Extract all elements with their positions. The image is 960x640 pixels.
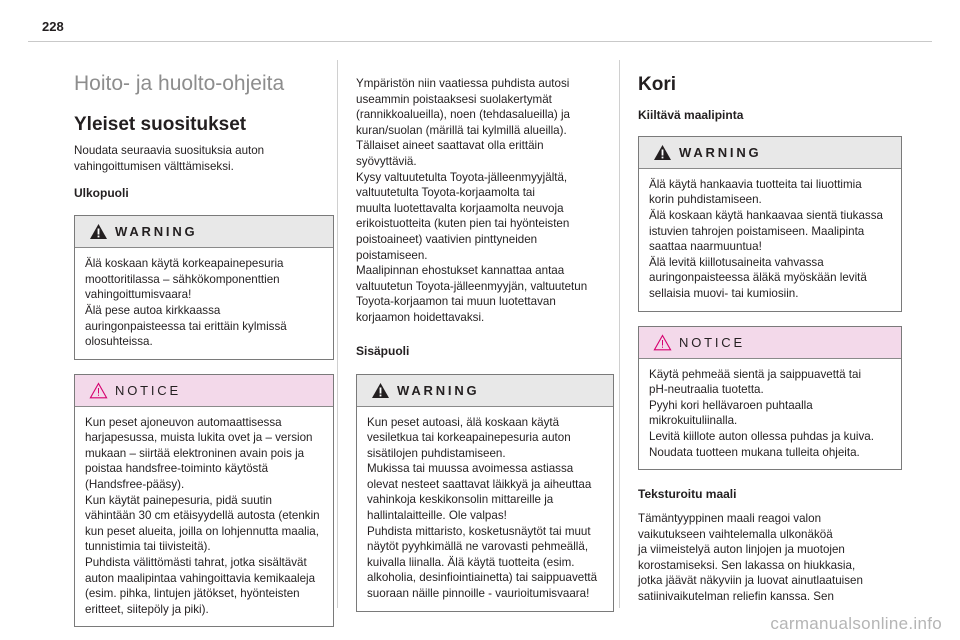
warning-title: WARNING [679, 144, 762, 160]
subheading-glossy-paint: Kiiltävä maalipinta [638, 107, 744, 122]
page-number: 228 [42, 19, 64, 34]
warning-title: WARNING [115, 224, 198, 240]
section-title: Hoito- ja huolto-ohjeita [74, 72, 285, 95]
intro-text: Noudata seuraavia suosituksia auton vahingoittumisen välttämiseksi. [74, 143, 265, 173]
subheading-textured-paint: Teksturoitu maali [638, 487, 737, 502]
notice-box [638, 326, 902, 471]
notice-title: NOTICE [679, 334, 745, 350]
warning-box [638, 136, 902, 312]
warning-box [74, 215, 334, 360]
header-divider [28, 41, 932, 42]
warning-header [75, 216, 333, 248]
watermark: carmanualsonline.info [770, 614, 942, 633]
main-heading: Yleiset suositukset [74, 114, 247, 136]
subheading-exterior: Ulkopuoli [74, 186, 129, 201]
textured-paint-paragraph: Tämäntyyppinen maali reagoi valon vaikutukseen vaihtelemalla ulkonäköä ja viimeistelyä auton linjojen ja muotojen korostamiseksi. Sen lakassa on hiukkasia, jotka jäävät näkyviin ja luovat ainutlaatuisen satiinivaikutelman reliefin kanssa. Sen [638, 512, 863, 604]
warning-triangle-icon [371, 382, 390, 399]
warning-triangle-icon [89, 223, 108, 240]
notice-header [75, 375, 333, 407]
warning-triangle-icon [653, 144, 672, 161]
notice-triangle-icon [89, 382, 108, 399]
notice-title: NOTICE [115, 382, 181, 398]
warning-text: Älä käytä hankaavia tuotteita tai liuottimia korin puhdistamiseen. Älä koskaan käytä hankaavaa sientä tiukassa istuvien tahrojen poistamiseen. Maalipinta saattaa naarmuuntua! Älä levitä kiillotusaineita vahvassa auringonpaisteessa äläkä myöskään levitä sellaisia muovi- tai kumiosiin. [649, 177, 883, 300]
column-divider [337, 60, 338, 608]
column-divider [619, 60, 620, 608]
warning-title: WARNING [397, 382, 480, 398]
notice-text: Kun peset ajoneuvon automaattisessa harjapesussa, muista lukita ovet ja – version mukaan – siirtää elektroninen avain pois ja poistaa handsfree-toiminto käytöstä (Handsfree-pääsy). Kun käytät painepesuria, pidä suutin vähintään 30 cm etäisyydellä autosta (etenkin kun peset alueita, joilla on lohjennutta maalia, tunnistimia tai tiivisteitä). Puhdista välittömästi tahrat, jotka sisältävät auton maalipintaa vahingoittavia kemikaaleja (esim. pihka, lintujen jätökset, hyönteisten eritteet, siitepöly ja piki). [85, 415, 320, 616]
warning-header [357, 375, 613, 407]
environment-paragraph: Ympäristön niin vaatiessa puhdista autosi useammin poistaaksesi suolakertymät (rannikkoalueilla), noen (tehdasalueilla) ja kuran/suolan (märillä tai kylmillä alueilla). Tällaiset aineet saattavat olla erittäin syövyttäviä. Kysy valtuutetulta Toyota-jälleenmyyjältä, valtuutetulta Toyota-korjaamolta tai muulta luotettavalta korjaamolta neuvoja erikoistuotteita (kuten pien tai hyönteisten poistoaineet) vaativien pinttyneiden poistamiseen. Maalipinnan ehostukset kannattaa antaa valtuutetun Toyota-jälleenmyyjän, valtuutetun Toyota-korjaamon tai muun luotettavan korjaamon hoidettavaksi. [356, 77, 588, 324]
warning-text: Älä koskaan käytä korkeapainepesuria moottoritilassa – sähkökomponenttien vahingoittumisvaara! Älä pese autoa kirkkaassa auringonpaisteessa tai erittäin kylmissä olosuhteissa. [85, 257, 287, 349]
column-2 [356, 76, 614, 612]
column-1 [74, 72, 334, 627]
notice-box [74, 374, 334, 628]
warning-header [639, 137, 901, 169]
notice-triangle-icon [653, 334, 672, 351]
subheading-interior: Sisäpuoli [356, 343, 410, 358]
notice-text: Käytä pehmeää sientä ja saippuavettä tai pH-neutraalia tuotetta. Pyyhi kori hellävaroen puhtaalla mikrokuituliinalla. Levitä kiillote auton ollessa puhdas ja kuiva. Noudata tuotteen mukana tulleita ohjeita. [649, 367, 874, 459]
column-3 [638, 74, 902, 605]
warning-text: Kun peset autoasi, älä koskaan käytä vesiletkua tai korkeapainepesuria auton sisätilojen puhdistamiseen. Mukissa tai muussa avoimessa astiassa olevat nesteet saattavat läikkyä ja aiheuttaa vahinkoja keskikonsolin mittareille ja hallintalaitteille. Ole valpas! Puhdista mittaristo, kosketusnäytöt tai muut näytöt pyyhkimällä ne varovasti pehmeällä, kuivalla liinalla. Älä käytä tuotteita (esim. alkoholia, desinfiointiainetta) tai saippuavettä suoraan näille pinnoille - vaurioitumisvaara! [367, 415, 598, 601]
notice-header [639, 327, 901, 359]
main-heading: Kori [638, 74, 676, 95]
warning-box [356, 374, 614, 612]
